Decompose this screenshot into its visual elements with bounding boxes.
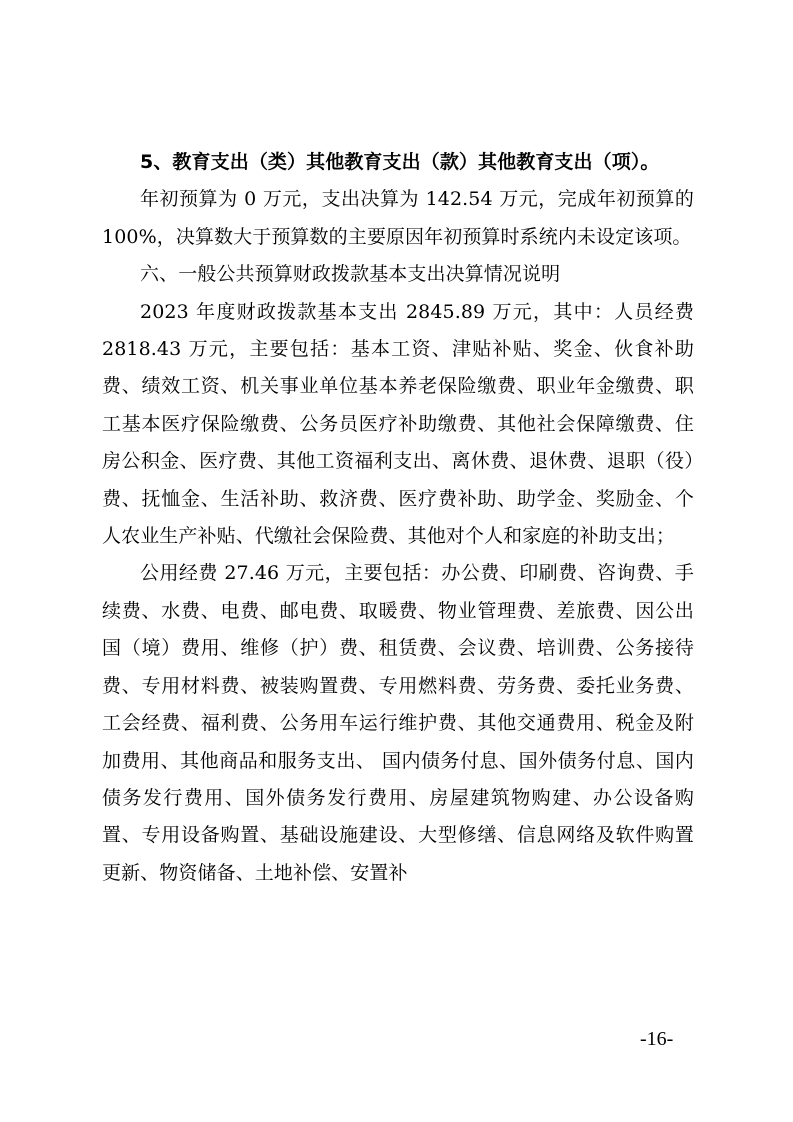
- section6-personnel-paragraph: 2023 年度财政拨款基本支出 2845.89 万元，其中：人员经费 2818.43 万元，主要包括：基本工资、津贴补贴、奖金、伙食补助费、绩效工资、机关事业单位基本养老保险缴费、职业年金缴费、职工基本医疗保险缴费、公务员医疗补助缴费、其他社会保障缴费、住房公积金、医疗费、其他工资福利支出、离休费、退休费、退职（役）费、抚恤金、生活补助、救济费、医疗费补助、助学金、奖励金、个人农业生产补贴、代缴社会保险费、其他对个人和家庭的补助支出；: [102, 300, 694, 548]
- section6-public-paragraph: 公用经费 27.46 万元，主要包括：办公费、印刷费、咨询费、手续费、水费、电费、邮电费、取暖费、物业管理费、差旅费、因公出国（境）费用、维修（护）费、租赁费、会议费、培训费、公务接待费、专用材料费、被装购置费、专用燃料费、劳务费、委托业务费、工会经费、福利费、公务用车运行维护费、其他交通费用、税金及附加费用、其他商品和服务支出、 国内债务付息、国外债务付息、国内债务发行费用、国外债务发行费用、房屋建筑物购建、办公设备购置、专用设备购置、基础设施建设、大型修缮、信息网络及软件购置更新、物资储备、土地补偿、安置补: [102, 562, 694, 884]
- section6-heading: 六、一般公共预算财政拨款基本支出决算情况说明: [140, 263, 561, 286]
- section5-body: 年初预算为 0 万元，支出决算为 142.54 万元，完成年初预算的 100%，决算数大于预算数的主要原因年初预算时系统内未设定该项。: [102, 188, 694, 248]
- body-text: [102, 144, 694, 892]
- page-number: -16-: [640, 1028, 674, 1050]
- section5-heading: 5、教育支出（类）其他教育支出（款）其他教育支出（项）。: [140, 151, 660, 173]
